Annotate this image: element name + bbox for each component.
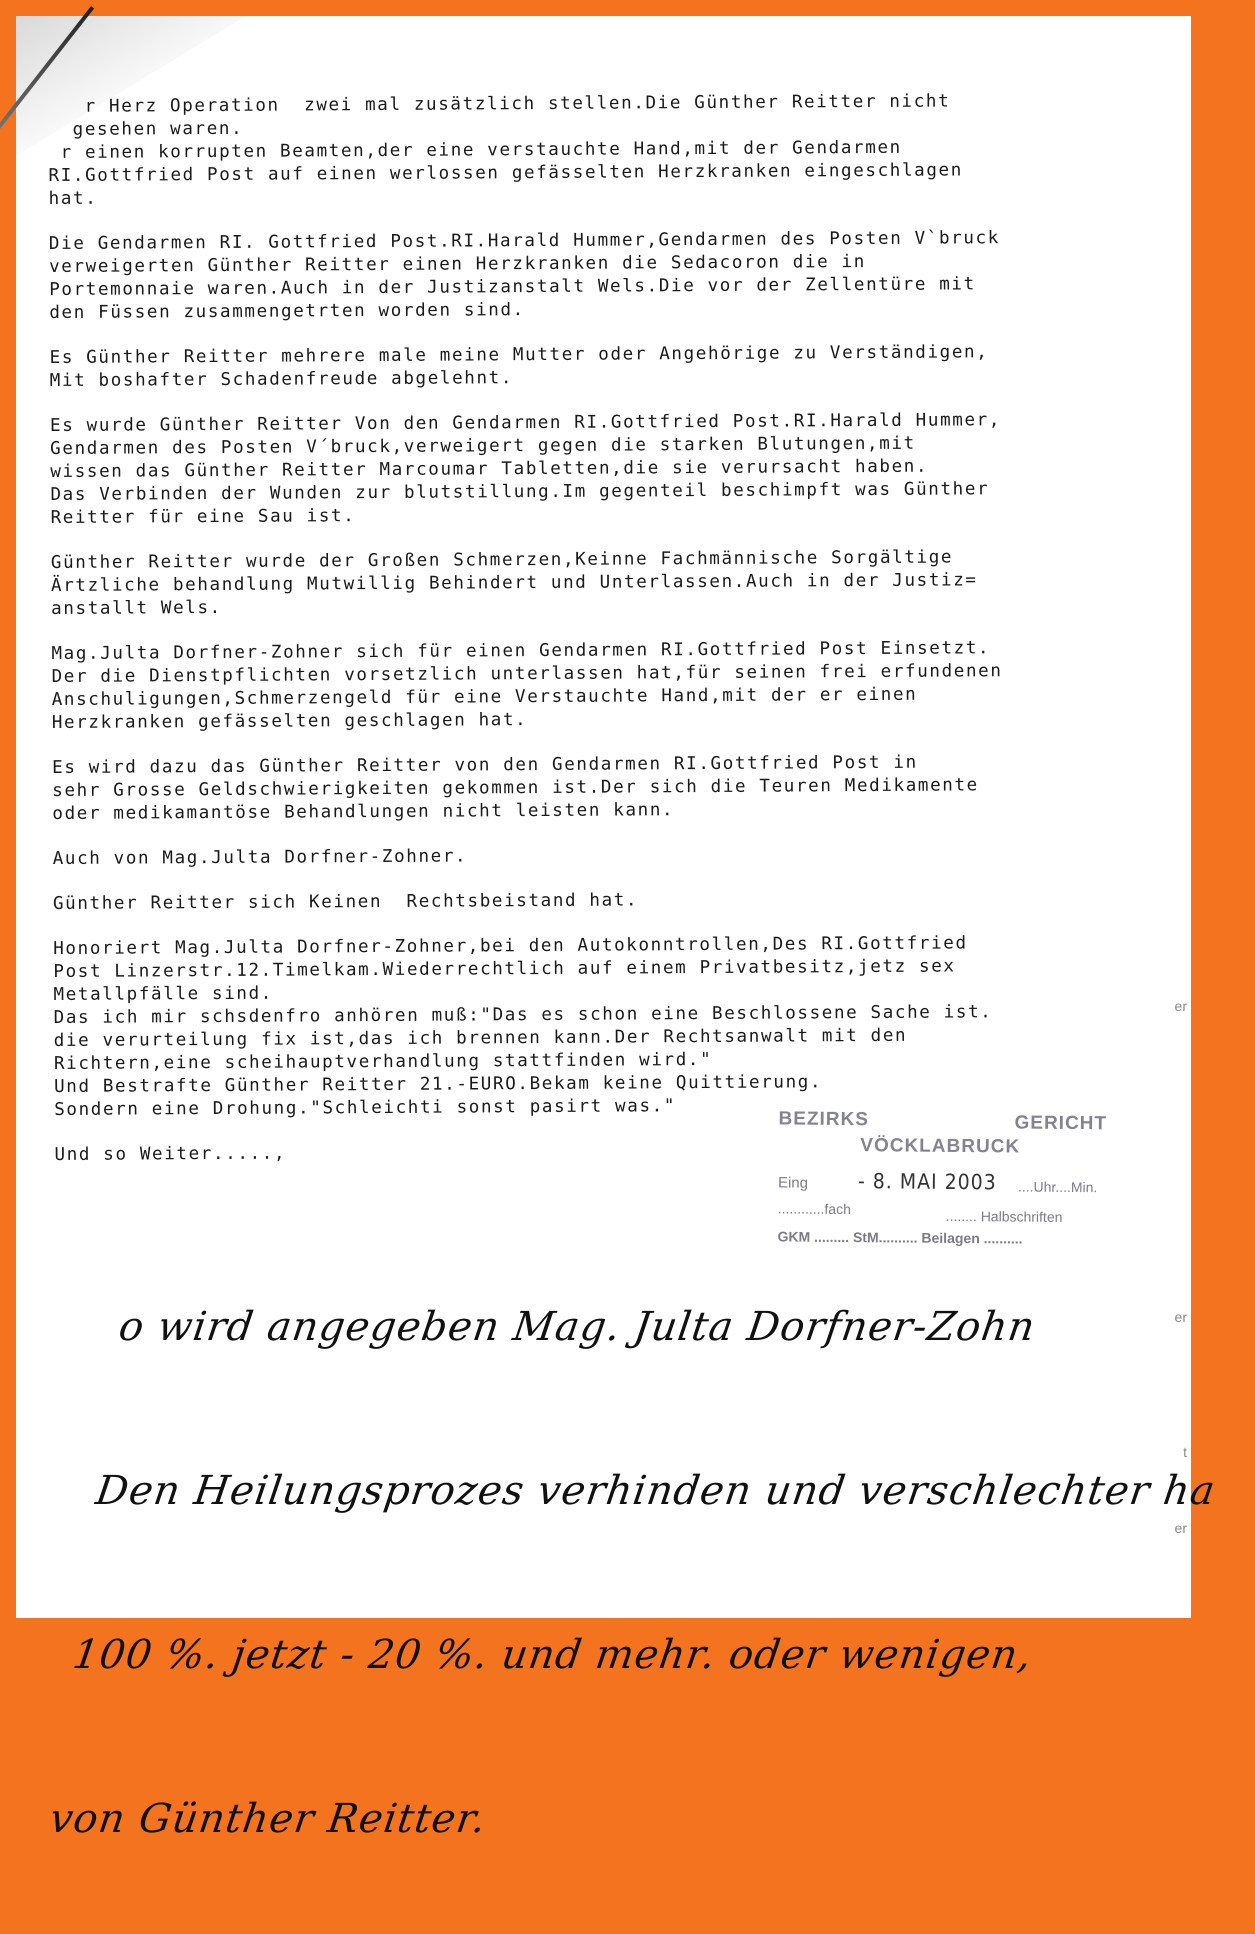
stamp-date: - 8. MAI 2003	[857, 1169, 997, 1195]
typewritten-body	[48, 89, 1155, 1192]
typed-line: r Herz Operation zwei mal zusätzlich stellen.Die Günther Reitter nicht	[48, 91, 951, 117]
typed-line: Mag.Julta Dorfner-Zohner sich für einen Gendarmen RI.Gottfried Post Einsetzt.	[51, 638, 991, 664]
typed-line: Honoriert Mag.Julta Dorfner-Zohner,bei den Autokonntrollen,Des RI.Gottfried	[53, 933, 968, 959]
margin-fragment: er	[1174, 998, 1187, 1014]
stamp-gkm-line: GKM ......... StM.......... Beilagen ..........	[777, 1228, 1023, 1247]
typed-line: wissen das Günther Reitter Marcoumar Tabletten,die sie verursacht haben.	[50, 456, 929, 482]
typed-line: Anschuligungen,Schmerzengeld für eine Verstauchte Hand,mit der er einen	[51, 684, 918, 710]
typed-line: Auch von Mag.Julta Dorfner-Zohner.	[52, 846, 468, 869]
typed-line: die verurteilung fix ist,das ich brennen kann.Der Rechtsanwalt mit den	[53, 1025, 908, 1051]
typed-paragraph	[50, 340, 1150, 393]
typed-line: Es wurde Günther Reitter Von den Gendarmen RI.Gottfried Post.RI.Harald Hummer,	[49, 410, 1002, 436]
typed-line: Mit boshafter Schadenfreude abgelehnt.	[49, 368, 514, 391]
typed-paragraph	[53, 931, 1154, 1122]
typed-line: anstallt Wels.	[51, 597, 222, 619]
handwritten-line-1: o wird angegeben Mag. Julta Dorfner-Zohn	[116, 1304, 1039, 1350]
typed-line: Post Linzerstr.12.Timelkam.Wiederrechtlich auf einem Privatbesitz,jetz sex	[53, 956, 956, 982]
typed-paragraph	[53, 886, 1153, 916]
typed-paragraph	[51, 545, 1151, 621]
margin-fragment: er	[1174, 1309, 1187, 1325]
typed-line: Die Gendarmen RI. Gottfried Post.RI.Harald Hummer,Gendarmen des Posten V`bruck	[48, 228, 1000, 254]
margin-fragment: er	[1174, 1520, 1187, 1536]
typed-line: Reitter für eine Sau ist.	[50, 506, 356, 528]
margin-fragment: t	[1183, 1444, 1187, 1460]
typed-line: Das ich mir schsdenfro anhören muß:"Das es schon eine Beschlossene Sache ist.	[53, 1002, 993, 1028]
typed-line: den Füssen zusammengetrten worden sind.	[49, 300, 525, 323]
typed-line: Und so Weiter.....,	[54, 1143, 287, 1165]
typed-line: Richtern,eine scheihauptverhandlung stattfinden wird."	[53, 1049, 713, 1074]
stamp-eing-label: Eing	[777, 1174, 809, 1192]
typed-line: Metallpfälle sind.	[53, 983, 274, 1005]
stamp-gericht: GERICHT	[1014, 1112, 1108, 1135]
typed-line: Es Günther Reitter mehrere male meine Mutter oder Angehörige zu Verständigen,	[49, 342, 989, 368]
typed-line: Günther Reitter wurde der Großen Schmerzen,Keinne Fachmännische Sorgältige	[50, 547, 954, 573]
typed-line: Der die Dienstpflichten vorsetzlich unterlassen hat,für seinen frei erfundenen	[51, 661, 1003, 687]
handwritten-signature-line: von Günther Reitter.	[46, 1796, 490, 1842]
typed-line: r einen korrupten Beamten,der eine verstauchte Hand,mit der Gendarmen	[48, 137, 902, 163]
typed-line: oder medikamantöse Behandlungen nicht leisten kann.	[52, 800, 675, 824]
typed-paragraph	[51, 636, 1152, 735]
stamp-bezirks: BEZIRKS	[778, 1108, 870, 1131]
stamp-time: ....Uhr....Min.	[1017, 1178, 1098, 1196]
typed-paragraph	[50, 408, 1151, 530]
typed-paragraph	[53, 841, 1153, 871]
typed-line: Sondern eine Drohung."Schleichti sonst pasirt was."	[54, 1096, 677, 1120]
handwritten-line-2: Den Heilungsprozes verhinden und verschlechter ha	[93, 1468, 1219, 1514]
handwritten-line-3: 100 %. jetzt - 20 %. und mehr. oder wenigen,	[69, 1632, 1036, 1678]
handwritten-note	[34, 1212, 1255, 1934]
typed-line: Und Bestrafte Günther Reitter 21.-EURO.Bekam keine Quittierung.	[53, 1072, 823, 1097]
typed-line: Günther Reitter sich Keinen Rechtsbeistand hat.	[52, 890, 639, 914]
typed-paragraph	[52, 750, 1152, 826]
typed-line: hat.	[48, 188, 98, 209]
typed-paragraph	[49, 226, 1150, 325]
stamp-fach: ............fach	[777, 1200, 851, 1218]
stamp-vocklabruck: VÖCKLABRUCK	[860, 1135, 1021, 1158]
typed-line: Gendarmen des Posten V´bruck,verweigert gegen die starken Blutungen,mit	[50, 433, 916, 459]
typed-line: Das Verbinden der Wunden zur blutstillung.Im gegenteil beschimpft was Günther	[50, 479, 990, 505]
typed-line: RI.Gottfried Post auf einen werlossen gefässelten Herzkranken eingeschlagen	[48, 160, 963, 186]
typed-line: Herzkranken gefässelten geschlagen hat.	[51, 710, 528, 733]
document-page	[16, 16, 1219, 1842]
typed-line: Ärtzliche behandlung Mutwillig Behindert und Unterlassen.Auch in der Justiz=	[50, 570, 978, 596]
stamp-halbschriften: ........ Halbschriften	[945, 1207, 1063, 1225]
typed-line: Es wird dazu das Günther Reitter von den Gendarmen RI.Gottfried Post in	[52, 752, 918, 778]
typed-line: sehr Grosse Geldschwierigkeiten gekommen ist.Der sich die Teuren Medikamente	[52, 775, 979, 801]
typed-line: gesehen waren.	[48, 118, 244, 140]
typed-line: verweigerten Günther Reitter einen Herzkranken die Sedacoron die in	[48, 252, 866, 277]
typed-line: Portemonnaie waren.Auch in der Justizanstalt Wels.Die vor der Zellentüre mit	[49, 274, 976, 300]
typed-paragraph	[48, 89, 1149, 211]
